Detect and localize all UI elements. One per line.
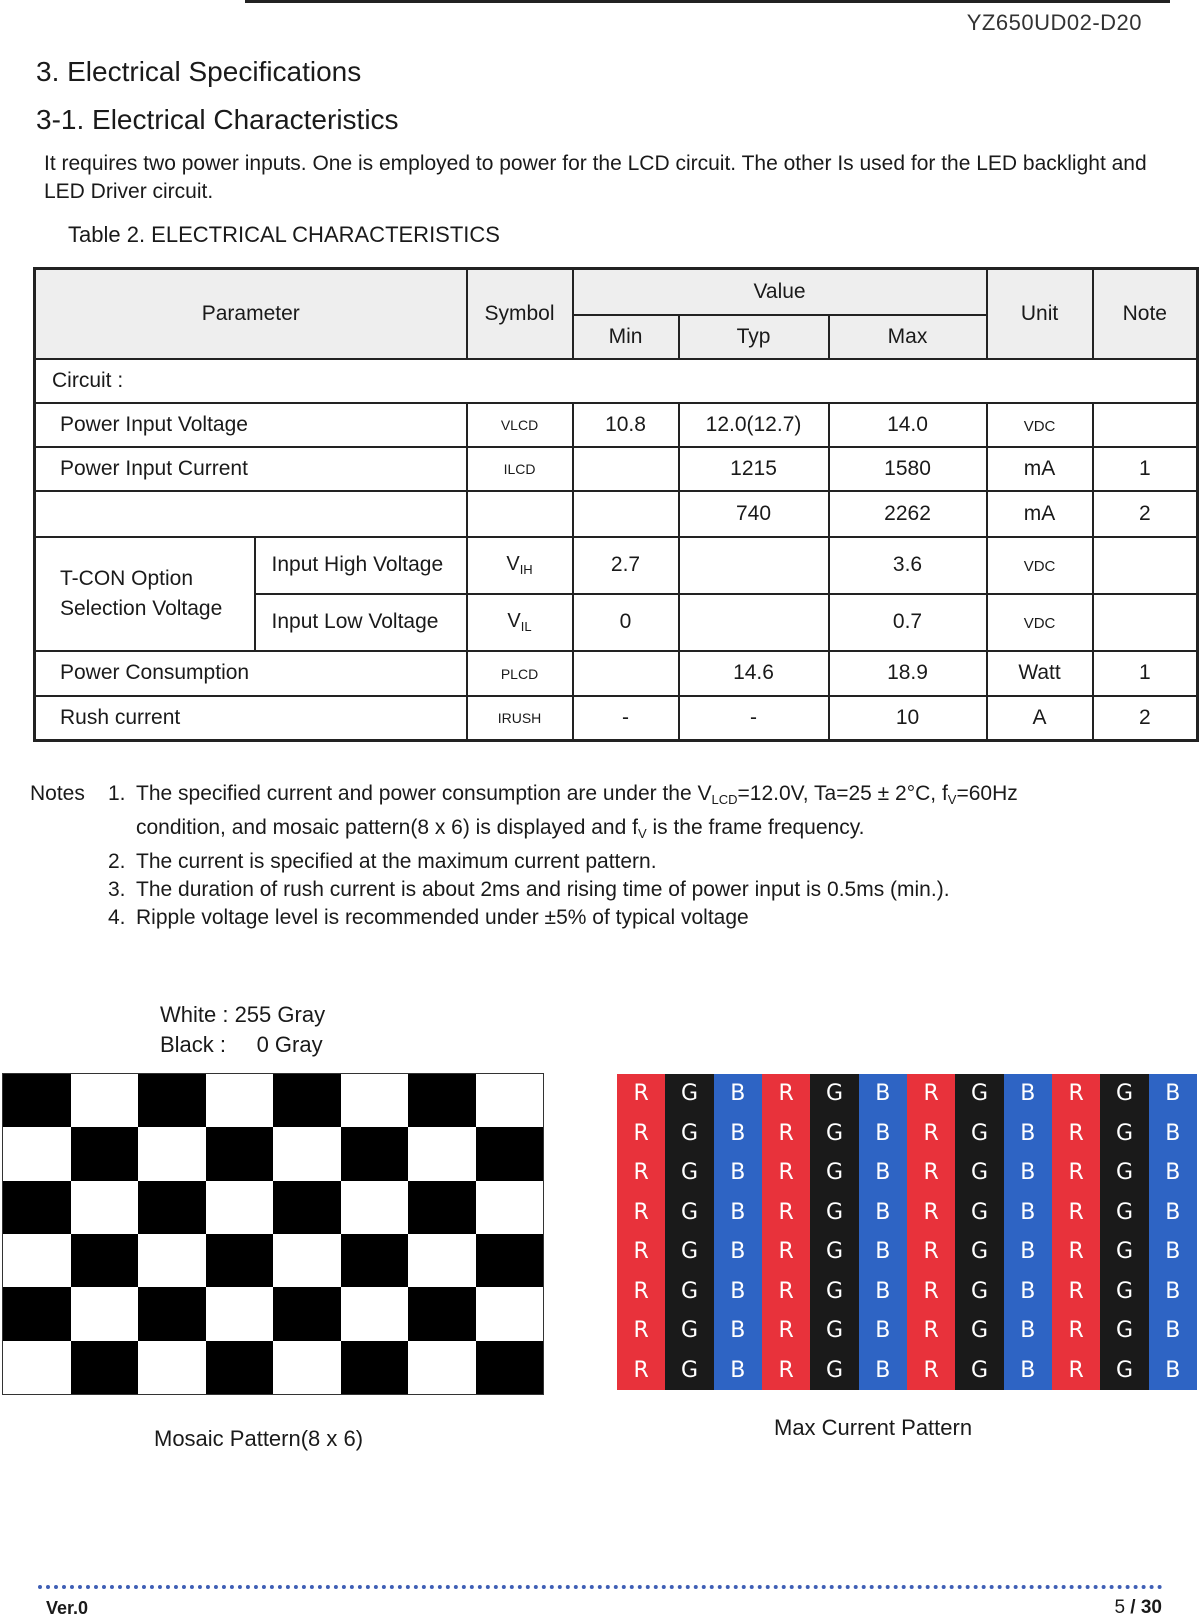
rgb-cell: R <box>1052 1074 1100 1114</box>
rgb-cell: B <box>1004 1272 1052 1312</box>
table-row <box>35 537 1198 594</box>
header-value: Value <box>573 269 987 315</box>
mosaic-cell <box>71 1181 139 1234</box>
mosaic-cell <box>341 1341 409 1394</box>
rgb-cell: G <box>955 1114 1003 1154</box>
rgb-cell: R <box>762 1153 810 1193</box>
mosaic-cell <box>3 1074 71 1127</box>
rgb-cell: B <box>1004 1311 1052 1351</box>
document-id: YZ650UD02-D20 <box>966 10 1142 35</box>
rgb-cell: G <box>955 1311 1003 1351</box>
rgb-cell: G <box>1100 1351 1148 1391</box>
rgb-cell: R <box>762 1272 810 1312</box>
white-label: White : 255 Gray <box>160 1002 326 1027</box>
unit-cell: A <box>987 696 1093 741</box>
min-cell: - <box>573 696 679 741</box>
rgb-cell: R <box>1052 1272 1100 1312</box>
rgb-cell: R <box>1052 1351 1100 1391</box>
mosaic-cell <box>3 1234 71 1287</box>
rgb-cell: R <box>1052 1153 1100 1193</box>
typ-cell: 12.0(12.7) <box>679 403 829 447</box>
rgb-cell: G <box>810 1351 858 1391</box>
symbol-cell <box>467 537 573 594</box>
rgb-cell: R <box>617 1114 665 1154</box>
rgb-cell: G <box>665 1193 713 1233</box>
note-subscript: V <box>637 826 647 841</box>
rgb-cell: B <box>1004 1193 1052 1233</box>
intro-paragraph: It requires two power inputs. One is employed to power for the LCD circuit. The other Is used for the LED backlight and LED Driver circuit. <box>44 152 1147 203</box>
rgb-cell: R <box>617 1074 665 1114</box>
mosaic-cell <box>408 1127 476 1180</box>
mosaic-cell <box>206 1341 274 1394</box>
note-text: is the frame frequency. <box>646 816 865 839</box>
mosaic-cell <box>476 1341 544 1394</box>
page-total: 30 <box>1140 1597 1162 1618</box>
group-cell: T-CON Option Selection Voltage <box>35 537 255 651</box>
mosaic-cell <box>408 1234 476 1287</box>
note-cell <box>1093 537 1198 594</box>
note-text: =60Hz <box>956 782 1018 805</box>
table-row <box>35 696 1198 741</box>
rgb-cell: B <box>714 1193 762 1233</box>
mosaic-cell <box>476 1234 544 1287</box>
mosaic-cell <box>138 1341 206 1394</box>
mosaic-cell <box>476 1127 544 1180</box>
rgb-cell: G <box>1100 1193 1148 1233</box>
rgb-cell: G <box>810 1232 858 1272</box>
rgb-cell: G <box>955 1232 1003 1272</box>
rgb-cell: R <box>907 1232 955 1272</box>
unit-cell: Watt <box>987 651 1093 696</box>
rgb-cell: B <box>1004 1114 1052 1154</box>
rgb-cell: B <box>1149 1232 1197 1272</box>
typ-cell: 740 <box>679 491 829 537</box>
rgb-cell: B <box>714 1153 762 1193</box>
min-cell: 2.7 <box>573 537 679 594</box>
rgb-cell: B <box>1149 1193 1197 1233</box>
mosaic-cell <box>3 1341 71 1394</box>
rgb-cell: G <box>1100 1232 1148 1272</box>
rgb-cell: G <box>1100 1114 1148 1154</box>
rgb-cell: R <box>617 1232 665 1272</box>
mosaic-cell <box>476 1074 544 1127</box>
rgb-cell: B <box>1004 1074 1052 1114</box>
unit-cell: vdc <box>987 537 1093 594</box>
version-label: Ver.0 <box>46 1598 89 1618</box>
rgb-cell: R <box>617 1193 665 1233</box>
note-subscript: LCD <box>711 792 738 807</box>
rgb-cell: R <box>1052 1311 1100 1351</box>
mosaic-cell <box>138 1234 206 1287</box>
table-row <box>35 403 1198 447</box>
rgb-cell: B <box>859 1153 907 1193</box>
circuit-label: Circuit : <box>35 359 1198 403</box>
rgb-cell: G <box>810 1193 858 1233</box>
mosaic-pattern <box>2 1073 544 1395</box>
mosaic-cell <box>71 1074 139 1127</box>
page-current: 5 <box>1114 1597 1126 1618</box>
rgb-cell: G <box>1100 1272 1148 1312</box>
note-item <box>108 876 1188 904</box>
note-number: 2. <box>108 850 126 873</box>
rgb-cell: B <box>1149 1114 1197 1154</box>
rgb-cell: G <box>955 1074 1003 1114</box>
symbol-main: V <box>506 553 520 575</box>
param-cell: Power Input Current <box>35 447 467 491</box>
rgb-cell: R <box>762 1232 810 1272</box>
rgb-cell: G <box>955 1193 1003 1233</box>
note-cell <box>1093 403 1198 447</box>
symbol-cell: ilcd <box>467 447 573 491</box>
min-cell: 0 <box>573 594 679 651</box>
note-cell: 1 <box>1093 447 1198 491</box>
rgb-cell: G <box>810 1153 858 1193</box>
mosaic-cell <box>71 1127 139 1180</box>
rgb-cell: R <box>617 1311 665 1351</box>
header-rule <box>245 0 1170 3</box>
table-row <box>35 651 1198 696</box>
page-number <box>1114 1597 1162 1619</box>
max-cell: 0.7 <box>829 594 987 651</box>
rgb-cell: R <box>1052 1232 1100 1272</box>
param-cell: Rush current <box>35 696 467 741</box>
gray-level-legend <box>160 1000 325 1060</box>
rgb-cell: B <box>859 1351 907 1391</box>
table-caption: Table 2. ELECTRICAL CHARACTERISTICS <box>68 222 500 247</box>
rgb-cell: G <box>665 1232 713 1272</box>
rgb-cell: R <box>762 1193 810 1233</box>
min-cell <box>573 447 679 491</box>
mosaic-cell <box>273 1181 341 1234</box>
mosaic-cell <box>476 1181 544 1234</box>
header-symbol: Symbol <box>467 269 573 359</box>
min-cell <box>573 491 679 537</box>
rgb-cell: B <box>1149 1272 1197 1312</box>
mosaic-cell <box>206 1127 274 1180</box>
note-number: 1. <box>108 782 126 805</box>
rgb-cell: B <box>859 1074 907 1114</box>
unit-cell: mA <box>987 491 1093 537</box>
section-title: 3. Electrical Specifications <box>36 56 362 87</box>
symbol-cell <box>467 491 573 537</box>
note-item <box>108 848 1188 876</box>
rgb-cell: R <box>907 1153 955 1193</box>
rgb-cell: G <box>1100 1074 1148 1114</box>
rgb-cell: G <box>955 1351 1003 1391</box>
rgb-cell: B <box>714 1311 762 1351</box>
rgb-cell: B <box>1004 1232 1052 1272</box>
mosaic-cell <box>71 1287 139 1340</box>
note-cell: 2 <box>1093 491 1198 537</box>
rgb-cell: B <box>859 1272 907 1312</box>
mosaic-cell <box>341 1074 409 1127</box>
typ-cell: 1215 <box>679 447 829 491</box>
rgb-cell: B <box>714 1074 762 1114</box>
mosaic-cell <box>206 1181 274 1234</box>
max-cell: 1580 <box>829 447 987 491</box>
unit-cell: mA <box>987 447 1093 491</box>
rgb-cell: B <box>714 1232 762 1272</box>
rgb-cell: B <box>1149 1311 1197 1351</box>
max-cell: 3.6 <box>829 537 987 594</box>
mosaic-cell <box>408 1341 476 1394</box>
mosaic-cell <box>341 1287 409 1340</box>
mosaic-cell <box>71 1234 139 1287</box>
header-parameter: Parameter <box>35 269 467 359</box>
mosaic-cell <box>341 1234 409 1287</box>
header-min: Min <box>573 315 679 359</box>
rgb-cell: G <box>955 1153 1003 1193</box>
rgb-cell: G <box>810 1311 858 1351</box>
mosaic-caption: Mosaic Pattern(8 x 6) <box>154 1426 364 1451</box>
rgb-cell: G <box>665 1311 713 1351</box>
mosaic-cell <box>273 1127 341 1180</box>
max-cell: 2262 <box>829 491 987 537</box>
rgb-cell: B <box>859 1232 907 1272</box>
mosaic-cell <box>341 1127 409 1180</box>
note-text: Ripple voltage level is recommended under ±5% of typical voltage <box>136 906 749 929</box>
symbol-cell: plcd <box>467 651 573 696</box>
rgb-cell: B <box>1004 1351 1052 1391</box>
mosaic-cell <box>408 1287 476 1340</box>
min-cell: 10.8 <box>573 403 679 447</box>
note-cell: 2 <box>1093 696 1198 741</box>
rgb-cell: R <box>907 1311 955 1351</box>
symbol-cell: vlcd <box>467 403 573 447</box>
param-cell: Power Input Voltage <box>35 403 467 447</box>
rgb-cell: B <box>859 1114 907 1154</box>
symbol-main: V <box>507 610 521 632</box>
symbol-sub: IL <box>520 619 532 634</box>
rgb-cell: R <box>762 1311 810 1351</box>
mosaic-cell <box>3 1127 71 1180</box>
mosaic-cell <box>341 1181 409 1234</box>
symbol-cell <box>467 594 573 651</box>
table-row <box>35 447 1198 491</box>
max-cell: 18.9 <box>829 651 987 696</box>
mosaic-cell <box>206 1287 274 1340</box>
electrical-characteristics-table <box>33 267 1199 742</box>
rgb-cell: G <box>665 1351 713 1391</box>
note-cell <box>1093 594 1198 651</box>
rgb-cell: G <box>810 1114 858 1154</box>
rgb-cell: G <box>1100 1153 1148 1193</box>
mosaic-cell <box>273 1287 341 1340</box>
mosaic-cell <box>138 1127 206 1180</box>
param-cell <box>35 491 467 537</box>
note-text: The duration of rush current is about 2ms and rising time of power input is 0.5ms (min.). <box>136 878 950 901</box>
param-cell: Input Low Voltage <box>255 594 467 651</box>
rgb-cell: B <box>1149 1153 1197 1193</box>
rgb-cell: G <box>955 1272 1003 1312</box>
mosaic-cell <box>3 1181 71 1234</box>
mosaic-cell <box>71 1341 139 1394</box>
typ-cell: - <box>679 696 829 741</box>
mosaic-cell <box>138 1181 206 1234</box>
note-text: condition, and mosaic pattern(8 x 6) is displayed and f <box>136 816 638 839</box>
unit-cell: vdc <box>987 594 1093 651</box>
max-cell: 14.0 <box>829 403 987 447</box>
mosaic-cell <box>138 1287 206 1340</box>
note-text: The specified current and power consumption are under the V <box>136 782 712 805</box>
rgb-cell: B <box>859 1311 907 1351</box>
rgb-cell: G <box>810 1074 858 1114</box>
rgb-cell: R <box>617 1272 665 1312</box>
rgb-cell: R <box>907 1272 955 1312</box>
param-cell: Power Consumption <box>35 651 467 696</box>
typ-cell <box>679 537 829 594</box>
typ-cell <box>679 594 829 651</box>
rgb-cell: R <box>617 1153 665 1193</box>
rgb-cell: G <box>665 1272 713 1312</box>
mosaic-cell <box>408 1181 476 1234</box>
notes-label: Notes <box>30 782 85 805</box>
note-cell: 1 <box>1093 651 1198 696</box>
rgb-cell: B <box>859 1193 907 1233</box>
rgb-cell: G <box>665 1074 713 1114</box>
header-typ: Typ <box>679 315 829 359</box>
rgb-cell: B <box>714 1272 762 1312</box>
rgb-cell: B <box>714 1351 762 1391</box>
mosaic-cell <box>206 1074 274 1127</box>
page-separator: / <box>1125 1597 1141 1618</box>
mosaic-cell <box>206 1234 274 1287</box>
note-text: =12.0V, Ta=25 ± 2°C, f <box>737 782 948 805</box>
black-label: Black : 0 Gray <box>160 1032 323 1057</box>
rgb-cell: R <box>907 1193 955 1233</box>
mosaic-cell <box>273 1074 341 1127</box>
rgb-cell: R <box>1052 1114 1100 1154</box>
mosaic-cell <box>3 1287 71 1340</box>
note-item <box>108 780 1188 848</box>
rgb-cell: R <box>907 1114 955 1154</box>
note-item <box>108 904 1188 932</box>
rgb-cell: B <box>1149 1351 1197 1391</box>
table-row <box>35 491 1198 537</box>
max-current-caption: Max Current Pattern <box>774 1415 973 1440</box>
rgb-cell: B <box>1149 1074 1197 1114</box>
typ-cell: 14.6 <box>679 651 829 696</box>
unit-cell: vdc <box>987 403 1093 447</box>
rgb-cell: R <box>907 1351 955 1391</box>
mosaic-cell <box>273 1234 341 1287</box>
footer-divider <box>38 1585 1163 1589</box>
rgb-cell: G <box>1100 1311 1148 1351</box>
section-subtitle: 3-1. Electrical Characteristics <box>36 104 399 135</box>
max-current-pattern <box>617 1074 1197 1390</box>
note-number: 3. <box>108 878 126 901</box>
note-subscript: V <box>947 792 957 807</box>
symbol-sub: IH <box>519 562 533 577</box>
param-cell: Input High Voltage <box>255 537 467 594</box>
rgb-cell: R <box>762 1074 810 1114</box>
notes-list <box>108 780 1188 932</box>
rgb-cell: R <box>762 1114 810 1154</box>
header-unit: Unit <box>987 269 1093 359</box>
min-cell <box>573 651 679 696</box>
rgb-cell: B <box>714 1114 762 1154</box>
rgb-cell: G <box>810 1272 858 1312</box>
mosaic-cell <box>408 1074 476 1127</box>
rgb-cell: R <box>907 1074 955 1114</box>
rgb-cell: B <box>1004 1153 1052 1193</box>
rgb-cell: R <box>617 1351 665 1391</box>
note-number: 4. <box>108 906 126 929</box>
rgb-cell: G <box>665 1153 713 1193</box>
rgb-cell: G <box>665 1114 713 1154</box>
header-note: Note <box>1093 269 1198 359</box>
symbol-cell: irush <box>467 696 573 741</box>
mosaic-cell <box>476 1287 544 1340</box>
max-cell: 10 <box>829 696 987 741</box>
rgb-cell: R <box>1052 1193 1100 1233</box>
mosaic-cell <box>138 1074 206 1127</box>
note-text: The current is specified at the maximum current pattern. <box>136 850 657 873</box>
mosaic-cell <box>273 1341 341 1394</box>
rgb-cell: R <box>762 1351 810 1391</box>
header-max: Max <box>829 315 987 359</box>
